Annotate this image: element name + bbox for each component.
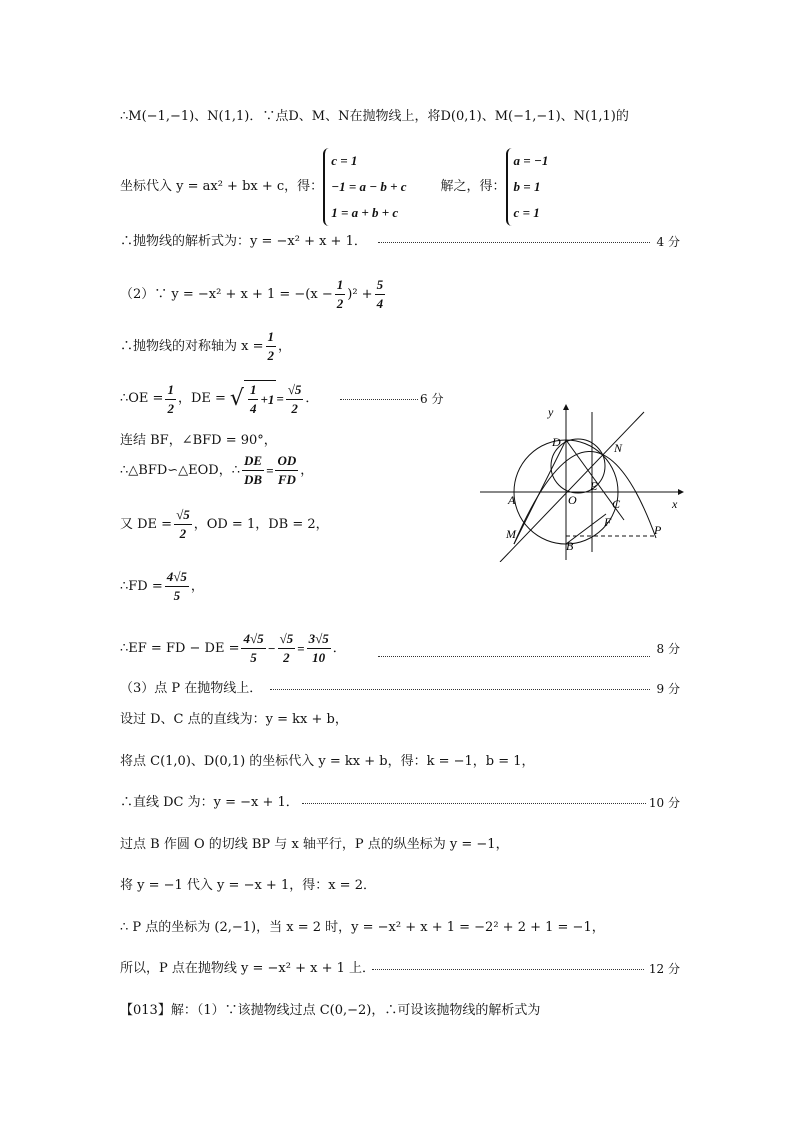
- score-9: 9 分: [656, 682, 680, 696]
- equation-system-1: [323, 148, 412, 226]
- dot-leader: [378, 656, 650, 657]
- label-m: M: [506, 527, 516, 541]
- solution-line-14: 将点 C(1,0)、D(0,1) 的坐标代入 y = kx + b，得：k = −1，b = 1，: [120, 754, 535, 769]
- fraction-five-quarters: $\frac{5}{4}$: [376, 277, 384, 311]
- fd-end: ，: [190, 578, 204, 594]
- similar-triangles-text: ∴△BFD∽△EOD，∴: [120, 462, 240, 478]
- geometry-figure: [478, 402, 688, 562]
- label-c: C: [612, 497, 621, 511]
- fraction-sqrt5-2: $\frac{√5}{2}$: [279, 631, 294, 665]
- ratio-end: ，: [300, 462, 314, 478]
- fraction-half: $\frac{1}{2}$: [336, 277, 344, 311]
- fraction-de-db: $\frac{DE}{DB}$: [244, 453, 263, 487]
- score-12: 12 分: [648, 962, 680, 976]
- dot-leader: [340, 399, 418, 400]
- label-y: y: [548, 405, 554, 419]
- solution-line-10: [120, 568, 204, 605]
- label-d: D: [552, 435, 561, 449]
- solution-line-7: 连结 BF，∠BFD = 90°，: [120, 433, 277, 448]
- system1-eq2: −1 = a − b + c: [331, 179, 407, 194]
- label-b: B: [566, 539, 574, 553]
- score-10: 10 分: [648, 796, 680, 810]
- label-o: O: [568, 493, 577, 507]
- axis-comma: ，: [278, 338, 292, 354]
- system1-eq3: 1 = a + b + c: [331, 205, 399, 220]
- sqrt-sign: √: [229, 386, 244, 411]
- equation-system-2: [506, 148, 555, 226]
- x-axis-arrow: [678, 489, 684, 495]
- system2-eq1: a = −1: [513, 153, 549, 168]
- ef-text: ∴EF = FD − DE =: [120, 640, 240, 656]
- solution-line-6: [120, 380, 318, 418]
- solution-line-18: ∴ P 点的坐标为 (2,−1)，当 x = 2 时，y = −x² + x + 1 = −2² + 2 + 1 = −1，: [120, 920, 605, 935]
- de-text: ，DE =: [177, 391, 226, 406]
- fraction-fd: $\frac{4√5}{5}$: [166, 569, 187, 603]
- label-n: N: [614, 441, 623, 455]
- solution-line-15: ∴直线 DC 为：y = −x + 1．: [120, 795, 299, 810]
- solution-line-9: [120, 506, 329, 543]
- score-4: 4 分: [656, 235, 680, 249]
- solution-line-19: 所以，P 点在抛物线 y = −x² + x + 1 上．: [120, 961, 375, 976]
- y-axis-arrow: [563, 404, 569, 410]
- fraction-half-axis: $\frac{1}{2}$: [267, 329, 274, 363]
- label-f: F: [604, 515, 612, 529]
- ef-end: ．: [332, 640, 346, 656]
- fraction-4sqrt5-5: $\frac{4√5}{5}$: [243, 631, 264, 665]
- ratio-equals: =: [266, 462, 274, 478]
- solution-line-17: 将 y = −1 代入 y = −x + 1，得：x = 2．: [120, 878, 376, 893]
- fraction-quarter: $\frac{1}{4}$: [249, 382, 257, 416]
- dot-leader: [378, 242, 650, 243]
- de-end: ．: [305, 391, 319, 406]
- fraction-3sqrt5-10: $\frac{3√5}{10}$: [308, 631, 329, 665]
- score-8: 8 分: [656, 642, 680, 656]
- solution-line-13: 设过 D、C 点的直线为：y = kx + b，: [120, 712, 348, 727]
- oe-text: ∴OE =: [120, 391, 164, 406]
- fd-text: ∴FD =: [120, 578, 163, 594]
- dot-leader: [270, 689, 650, 690]
- solution-line-2: [120, 148, 554, 226]
- sqrt-tail: +1: [260, 391, 275, 407]
- solution-line-8: [120, 452, 313, 489]
- solution-line-1: ∴M(−1,−1)、N(1,1)．∵点D、M、N在抛物线上，将D(0,1)、M(−1,−1)、N(1,1)的: [120, 109, 629, 124]
- vertex-form-mid: )² +: [347, 286, 373, 302]
- solution-line-3: ∴抛物线的解析式为：y = −x² + x + 1．: [120, 234, 367, 249]
- solution-line-12: （3）点 P 在抛物线上．: [120, 681, 263, 696]
- ef-minus: −: [267, 640, 276, 656]
- fraction-sqrt5-half: $\frac{√5}{2}$: [176, 507, 190, 541]
- ef-equals: =: [297, 640, 305, 656]
- solution-line-11: [120, 630, 346, 667]
- label-a: A: [508, 493, 516, 507]
- dot-leader: [302, 803, 646, 804]
- solution-line-20: 【013】解：（1）∵该抛物线过点 C(0,−2)，∴可设该抛物线的解析式为: [120, 1003, 541, 1018]
- solution-line-4: [120, 276, 387, 313]
- label-x: x: [672, 497, 678, 511]
- system2-eq3: c = 1: [513, 205, 540, 220]
- solution-line-16: 过点 B 作圆 O 的切线 BP 与 x 轴平行，P 点的纵坐标为 y = −1，: [120, 837, 509, 852]
- fraction-de: $\frac{√5}{2}$: [287, 381, 302, 416]
- system1-eq1: c = 1: [331, 153, 358, 168]
- given-text: 又 DE =: [120, 516, 173, 532]
- solution-line-5: [120, 328, 291, 365]
- label-e: E: [590, 479, 598, 493]
- de-equals: =: [276, 391, 284, 406]
- substitution-text: 坐标代入 y = ax² + bx + c，得：: [120, 179, 324, 194]
- fraction-oe: $\frac{1}{2}$: [167, 381, 174, 416]
- solve-text: 解之，得：: [440, 179, 506, 194]
- score-6: 6 分: [420, 392, 444, 406]
- given-tail: ，OD = 1，DB = 2，: [193, 516, 329, 532]
- vertex-form-text: （2）∵ y = −x² + x + 1 = −(x −: [120, 286, 333, 302]
- dot-leader: [372, 969, 644, 970]
- system2-eq2: b = 1: [513, 179, 541, 194]
- fraction-od-fd: $\frac{OD}{FD}$: [277, 453, 297, 487]
- sqrt-content: [244, 380, 276, 418]
- label-p: P: [654, 523, 662, 537]
- axis-text: ∴抛物线的对称轴为 x =: [120, 338, 264, 354]
